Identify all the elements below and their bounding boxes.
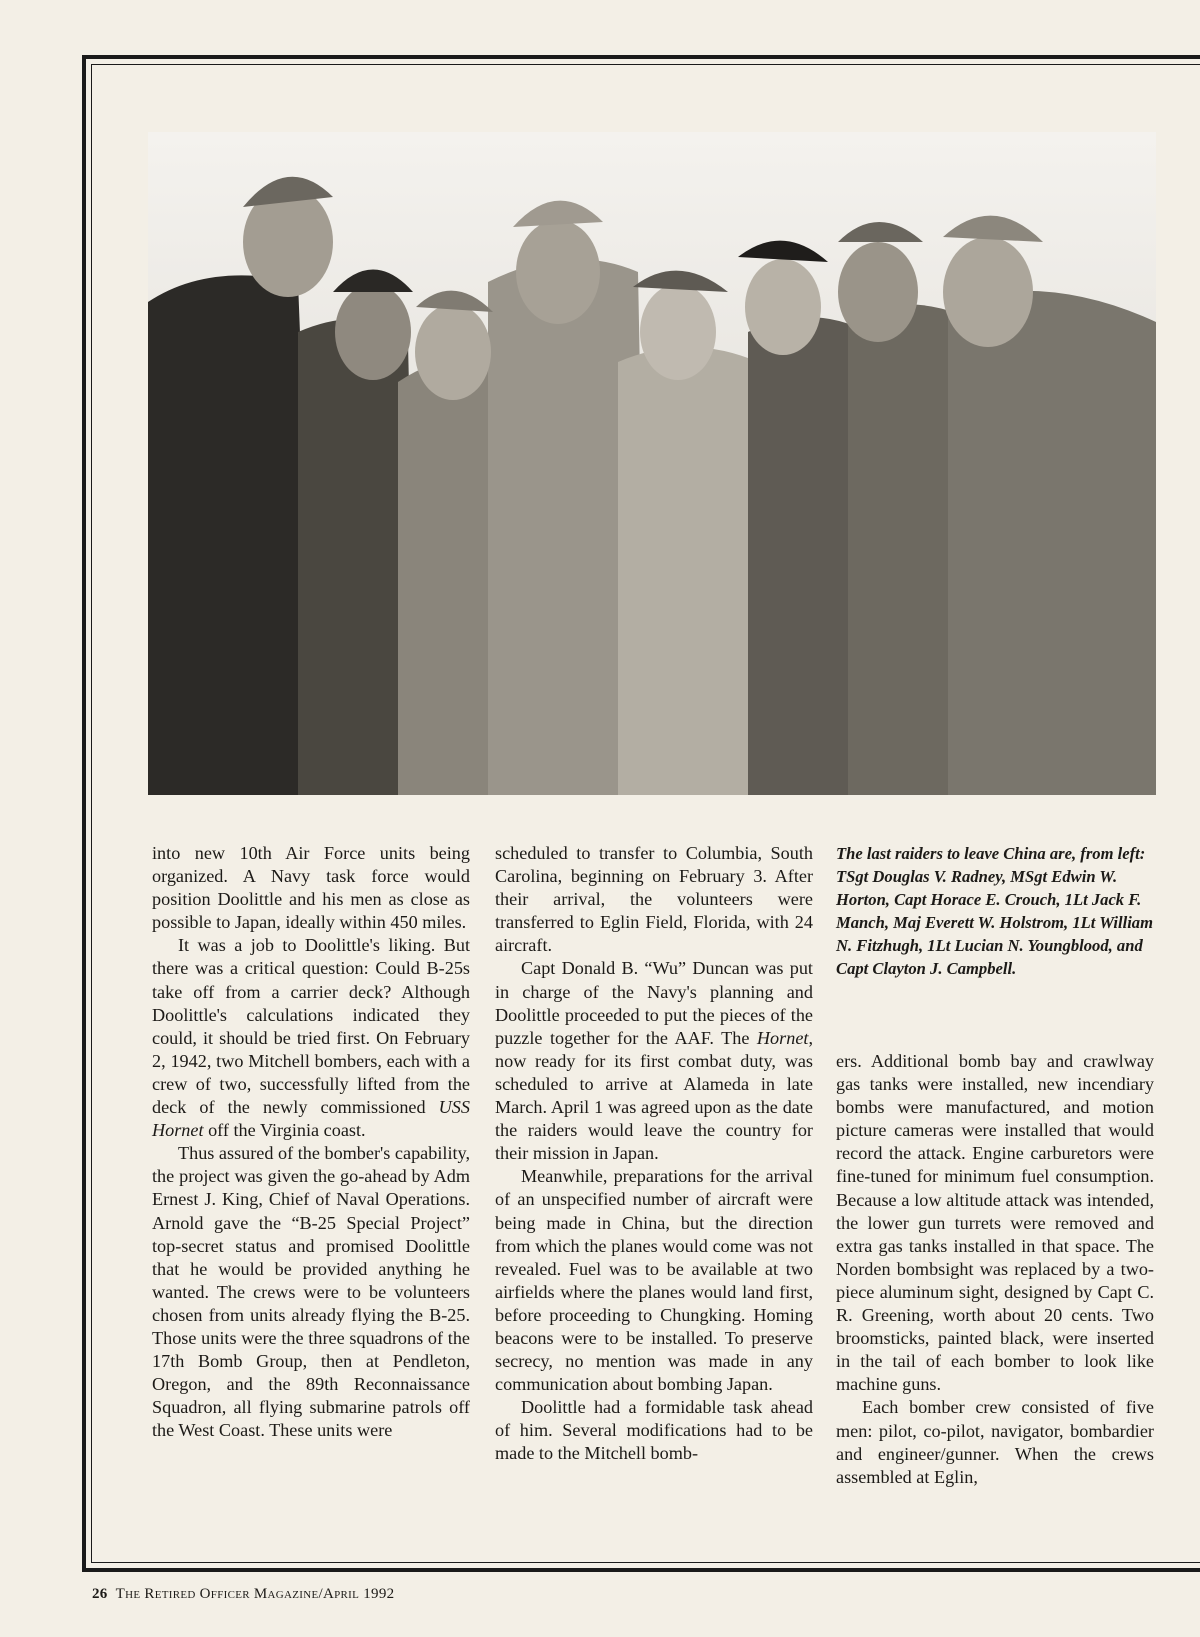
page-footer <box>92 1586 394 1603</box>
article-column-1 <box>152 842 470 1442</box>
paragraph: ers. Additional bomb bay and crawlway gas tanks were installed, new incendiary bombs were manufactured, and motion picture cameras were installed that would record the attack. Engine carburetors were fine-tuned for minimum fuel consumption. Because a low altitude attack was intended, the lower gun turrets were removed and extra gas tanks installed in that space. The Norden bombsight was replaced by a two-piece aluminum sight, designed by Capt C. R. Greening, worth about 20 cents. Two broomsticks, painted black, were inserted in the tail of each bomber to look like machine guns. <box>836 1051 1154 1395</box>
paragraph: into new 10th Air Force units being organized. A Navy task force would position Doolittle and his men as close as possible to Japan, ideally within 450 miles. <box>152 843 470 933</box>
text-run: Capt Donald B. “Wu” Duncan was put in charge of the Navy's planning and Doolittle proceeded to put the pieces of the puzzle together for the AAF. The <box>495 958 813 1048</box>
ship-name: Hornet <box>756 1027 809 1048</box>
photo-caption: The last raiders to leave China are, from left: TSgt Douglas V. Radney, MSgt Edwin W. Horton, Capt Horace E. Crouch, 1Lt Jack F. Manch, Maj Everett W. Holstrom, 1Lt William N. Fitzhugh, 1Lt Lucian N. Youngblood, and Capt Clayton J. Campbell. <box>836 844 1154 978</box>
article-column-3 <box>836 1050 1154 1489</box>
paragraph: Doolittle had a formidable task ahead of him. Several modifications had to be made to the Mitchell bomb- <box>495 1397 813 1464</box>
ship-name: USS Hornet <box>152 1097 470 1141</box>
publication-line: The Retired Officer Magazine/April 1992 <box>115 1586 395 1602</box>
paragraph: Meanwhile, preparations for the arrival of an unspecified number of aircraft were being made in China, but the direction from which the planes would come was not revealed. Fuel was to be available at two airfields where the planes would land first, before proceeding to Chungking. Homing beacons were to be installed. To preserve secrecy, no mention was made in any communication about bombing Japan. <box>495 1166 813 1395</box>
page-number: 26 <box>92 1586 108 1602</box>
paragraph <box>495 957 813 1165</box>
paragraph: Thus assured of the bomber's capability, the project was given the go-ahead by Adm Ernest J. King, Chief of Naval Operations. Arnold gave the “B-25 Special Project” top-secret status and promised Doolittle that he would be provided anything he wanted. The crews were to be volunteers chosen from units already flying the B-25. Those units were the three squadrons of the 17th Bomb Group, then at Pendleton, Oregon, and the 89th Reconnaissance Squadron, all flying submarine patrols off the West Coast. These units were <box>152 1143 471 1441</box>
group-photo-icon <box>148 132 1156 795</box>
text-run: It was a job to Doolittle's liking. But there was a critical question: Could B-25s take off from a carrier deck? Although Doolittle's calculations indicated they could, it should be tried first. On February 2, 1942, two Mitchell bombers, each with a crew of two, successfully lifted from the deck of the newly commissioned <box>152 935 470 1118</box>
paragraph: Each bomber crew consisted of five men: pilot, co-pilot, navigator, bombardier and engineer/gunner. When the crews assembled at Eglin, <box>836 1397 1154 1487</box>
group-photo <box>148 132 1156 795</box>
paragraph: scheduled to transfer to Columbia, South Carolina, beginning on February 3. After their arrival, the volunteers were transferred to Eglin Field, Florida, with 24 aircraft. <box>495 843 813 956</box>
text-run: , now ready for its first combat duty, was scheduled to arrive at Alameda in late March. April 1 was agreed upon as the date the raiders would leave the country for their mission in Japan. <box>495 1027 813 1164</box>
paragraph <box>152 934 470 1142</box>
article-column-2 <box>495 842 813 1466</box>
text-run: off the Virginia coast. <box>203 1120 366 1141</box>
